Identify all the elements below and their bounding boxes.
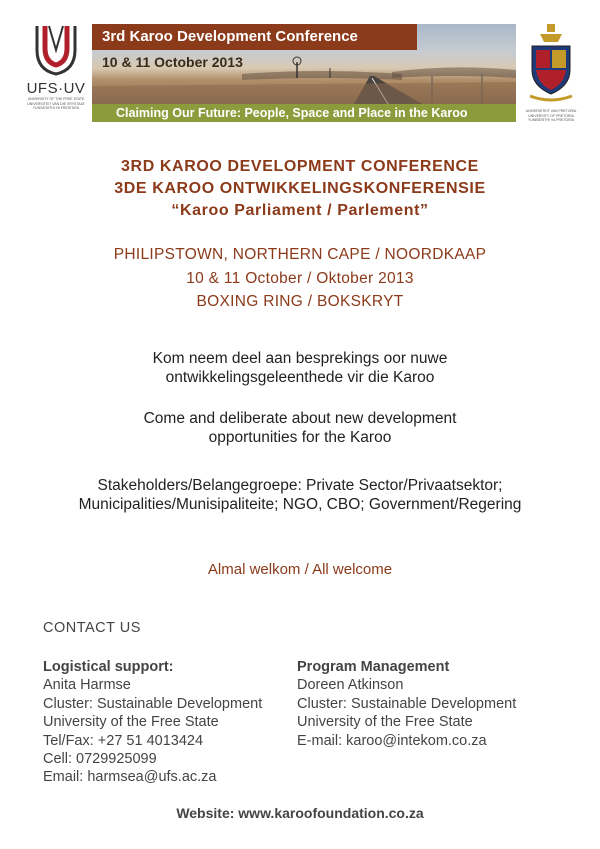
banner-tagline: Claiming Our Future: People, Space and Place in the Karoo	[92, 104, 516, 122]
ufs-fine-print: UNIVERSITY OF THE FREE STATE UNIVERSITEIT VAN DIE VRYSTAAT YUNIVESITHI YA FREISTATA	[27, 97, 85, 110]
header	[0, 0, 600, 130]
logistical-title: Logistical support:	[43, 659, 174, 675]
banner-title: 3rd Karoo Development Conference	[92, 24, 417, 50]
up-fine-print: UNIVERSITEIT VAN PRETORIA UNIVERSITY OF PRETORIA YUNIBESITHI YA PRETORIA	[525, 109, 577, 122]
website-link: Website: www.karoofoundation.co.za	[176, 805, 424, 821]
conference-title-en: 3RD KAROO DEVELOPMENT CONFERENCE	[121, 158, 479, 175]
conference-subtitle: “Karoo Parliament / Parlement”	[171, 202, 429, 219]
contact-line: University of the Free State	[297, 714, 473, 731]
invitation-english: Come and deliberate about new development opportunities for the Karoo	[143, 410, 457, 446]
contact-heading: CONTACT US	[43, 620, 141, 636]
contact-line: Tel/Fax: +27 51 4013424	[43, 732, 204, 749]
event-date: 10 & 11 October / Oktober 2013	[186, 270, 414, 287]
ufs-logo	[20, 20, 92, 120]
contact-line: Cluster: Sustainable Development	[297, 695, 517, 712]
up-crest-icon	[528, 22, 574, 102]
location: PHILIPSTOWN, NORTHERN CAPE / NOORDKAAP	[113, 246, 487, 263]
stakeholders: Stakeholders/Belangegroepe: Private Sector/Privaatsektor; Municipalities/Munisipaliteite; NGO, CBO; Government/Regering	[78, 477, 522, 513]
logistical-support	[43, 658, 262, 787]
contact-line: University of the Free State	[43, 714, 219, 731]
venue: BOXING RING / BOKSKRYT	[196, 293, 404, 310]
contact-email: Email: harmsea@ufs.ac.za	[43, 769, 217, 786]
program-management	[297, 658, 516, 750]
welcome-message: Almal welkom / All welcome	[207, 561, 393, 578]
contact-email: E-mail: karoo@intekom.co.za	[297, 732, 487, 749]
contact-line: Anita Harmse	[43, 677, 131, 694]
contact-line: Doreen Atkinson	[297, 677, 404, 694]
contact-line: Cluster: Sustainable Development	[43, 695, 263, 712]
banner-date: 10 & 11 October 2013	[102, 54, 243, 70]
ufs-crest-icon	[31, 20, 81, 78]
conference-banner	[92, 24, 516, 122]
invitation-afrikaans: Kom neem deel aan besprekings oor nuwe ontwikkelingsgeleenthede vir die Karoo	[152, 350, 448, 386]
up-logo	[520, 22, 582, 122]
ufs-wordmark: UFS·UV	[26, 80, 86, 97]
conference-title-af: 3DE KAROO ONTWIKKELINGSKONFERENSIE	[114, 180, 486, 197]
contact-line: Cell: 0729925099	[43, 751, 157, 768]
program-title: Program Management	[297, 659, 450, 675]
